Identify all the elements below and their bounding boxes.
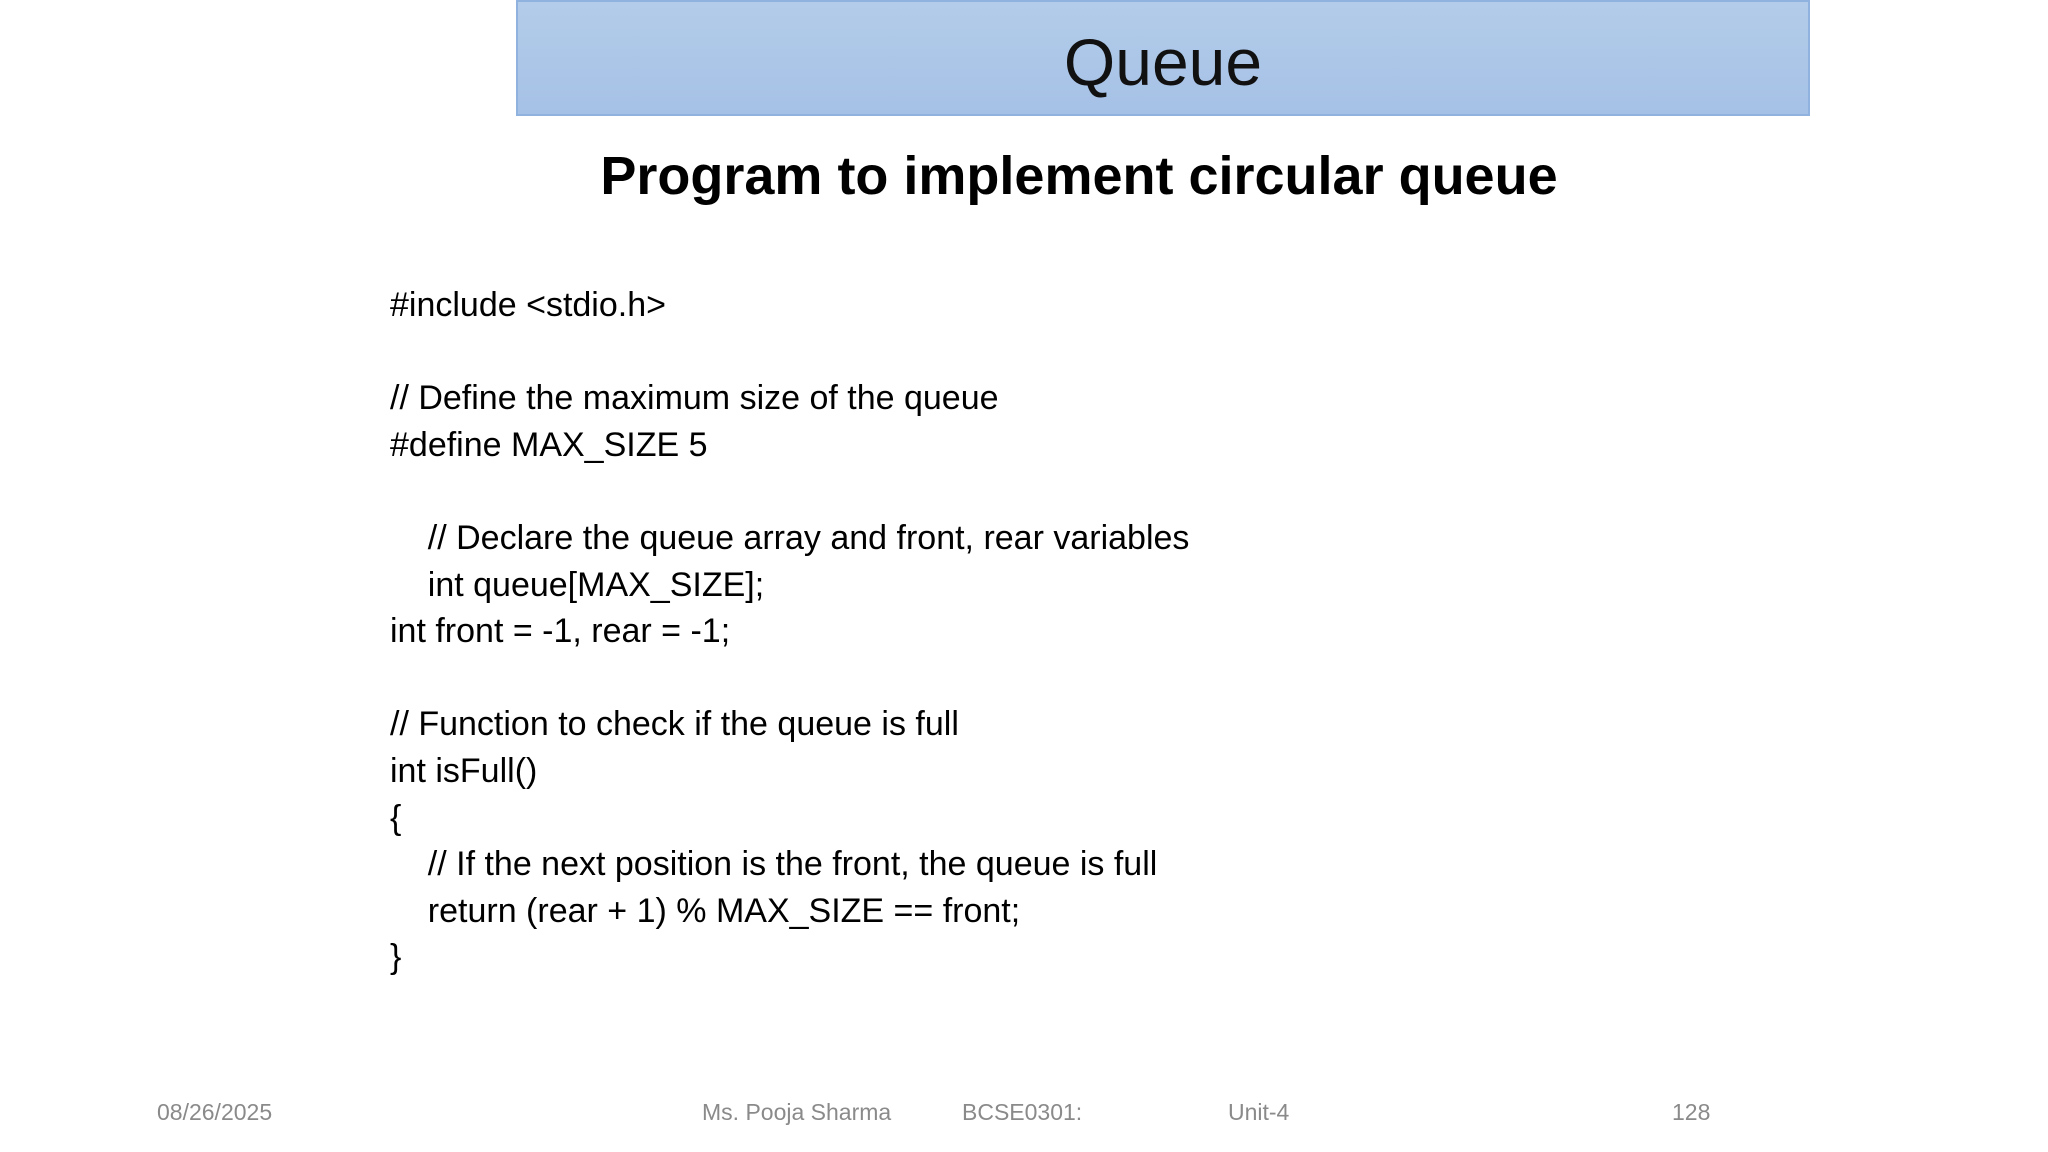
footer-date: 08/26/2025 (157, 1099, 273, 1125)
code-line: int isFull() (390, 751, 538, 790)
code-line: // Define the maximum size of the queue (390, 379, 999, 418)
footer-unit: Unit-4 (1228, 1099, 1290, 1125)
code-line: return (rear + 1) % MAX_SIZE == front; (390, 891, 1021, 930)
code-line: #define MAX_SIZE 5 (390, 425, 708, 464)
code-block (390, 282, 1189, 981)
title-bar (516, 0, 1810, 116)
code-line: int front = -1, rear = -1; (390, 612, 731, 651)
slide-subtitle: Program to implement circular queue (600, 146, 1558, 206)
code-line: // Declare the queue array and front, rear variables (390, 518, 1190, 557)
code-line: // Function to check if the queue is full (390, 705, 959, 744)
code-line: { (390, 798, 402, 837)
code-line (390, 468, 1189, 515)
code-line: // If the next position is the front, the queue is full (390, 845, 1158, 884)
code-line (390, 329, 1189, 376)
footer-page-number: 128 (1672, 1099, 1711, 1125)
code-line (390, 655, 1189, 702)
code-line: int queue[MAX_SIZE]; (390, 565, 765, 604)
slide-title: Queue (1063, 25, 1263, 99)
code-line: } (390, 938, 402, 977)
footer-author: Ms. Pooja Sharma (702, 1099, 892, 1125)
footer-course-code: BCSE0301: (962, 1099, 1083, 1125)
code-line: #include <stdio.h> (390, 286, 666, 324)
